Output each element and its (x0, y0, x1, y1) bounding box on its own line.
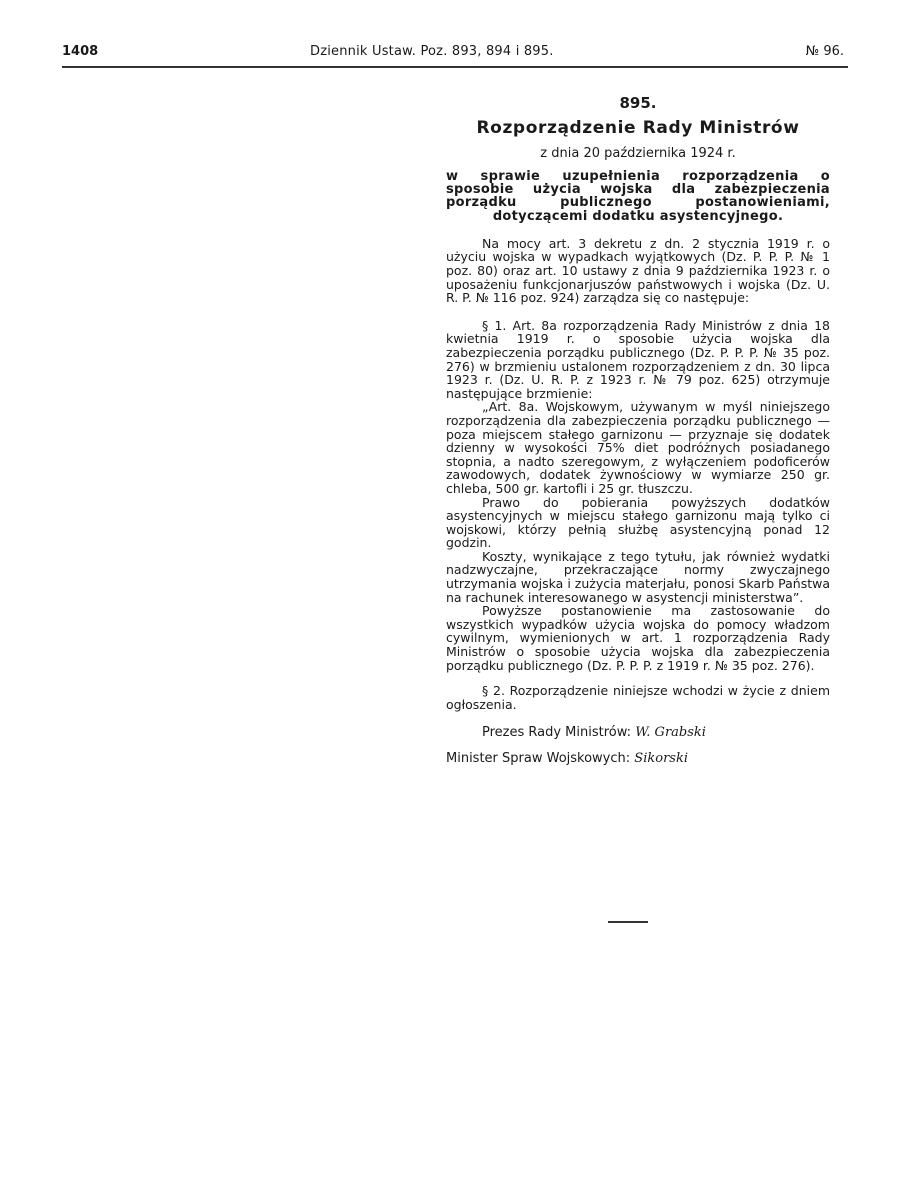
page-header (62, 44, 844, 64)
application-paragraph: Powyższe postanowienie ma zastosowanie do wszystkich wypadków użycia wojska do pomocy władzom cywilnym, wymienionych w art. 1 rozporządzenia Rady Ministrów o sposobie użycia wojska dla zabezpieczenia porządku publicznego (Dz. P. P. P. z 1919 r. № 35 poz. 276). (446, 603, 830, 673)
end-divider (608, 921, 648, 923)
act-date: z dnia 20 października 1924 r. (540, 146, 736, 161)
section-1-paragraph: § 1. Art. 8a rozporządzenia Rady Ministrów z dnia 18 kwietnia 1919 r. o sposobie użycia wojska dla zabezpieczenia porządku publicznego (Dz. P. P. P. № 35 poz. 276) w brzmieniu ustalonem rozporządzeniem z dn. 30 lipca 1923 r. (Dz. U. R. P. z 1923 r. № 79 poz. 625) otrzymuje następujące brzmienie: (446, 317, 830, 401)
allowance-right-paragraph: Prawo do pobierania powyższych dodatków asystencyjnych w miejscu stałego garnizonu mają tylko ci wojskowi, którzy pełnią służbę asystencyjną ponad 12 godzin. (446, 494, 830, 551)
minister-name: Sikorski (634, 751, 688, 767)
issue-number: № 96. (805, 44, 844, 59)
page-number: 1408 (62, 44, 99, 59)
minister-title: Minister Spraw Wojskowych: (446, 751, 631, 767)
preamble-paragraph: Na mocy art. 3 dekretu z dn. 2 stycznia 1919 r. o użyciu wojska w wypadkach wyjątkowych (Dz. P. P. P. № 1 poz. 80) oraz art. 10 ustawy z dnia 9 października 1923 r. o uposażeniu funkcjonarjuszów państwowych i wojska (Dz. U. R. P. № 116 poz. 924) zarządza się co następuje: (446, 235, 830, 306)
act-type-heading: Rozporządzenie Rady Ministrów (476, 118, 800, 138)
prime-minister-signature (446, 725, 830, 743)
article-8a-paragraph: „Art. 8a. Wojskowym, używanym w myśl niniejszego rozporządzenia dla zabezpieczenia porządku publicznego — poza miejscem stałego garnizonu — przyznaje się dodatek dzienny w wysokości 75% diet podróżnych posiadanego stopnia, a nadto szeregowym, z wyłączeniem podoficerów zawodowych, dodatek żywnościowy w wymiarze 250 gr. chleba, 500 gr. kartofli i 25 gr. tłuszczu. (446, 399, 830, 496)
act-number: 895. (619, 94, 657, 112)
header-divider (62, 66, 848, 68)
section-2-paragraph: § 2. Rozporządzenie niniejsze wchodzi w życie z dniem ogłoszenia. (446, 683, 830, 712)
act-column (446, 88, 830, 769)
act-subject: w sprawie uzupełnienia rozporządzenia o sposobie użycia wojska dla zabezpieczenia porządku publicznego postanowieniami, dotyczącemi dodatku asystencyjnego. (446, 169, 830, 224)
costs-paragraph: Koszty, wynikające z tego tytułu, jak również wydatki nadzwyczajne, przekraczające normy zwyczajnego utrzymania wojska i zużycia materjału, ponosi Skarb Państwa na rachunek interesowanego w asystencji ministerstwa”. (446, 548, 830, 605)
minister-signature (446, 751, 830, 769)
journal-title: Dziennik Ustaw. Poz. 893, 894 i 895. (310, 44, 554, 59)
pm-name: W. Grabski (635, 725, 706, 741)
pm-title: Prezes Rady Ministrów: (482, 725, 632, 741)
